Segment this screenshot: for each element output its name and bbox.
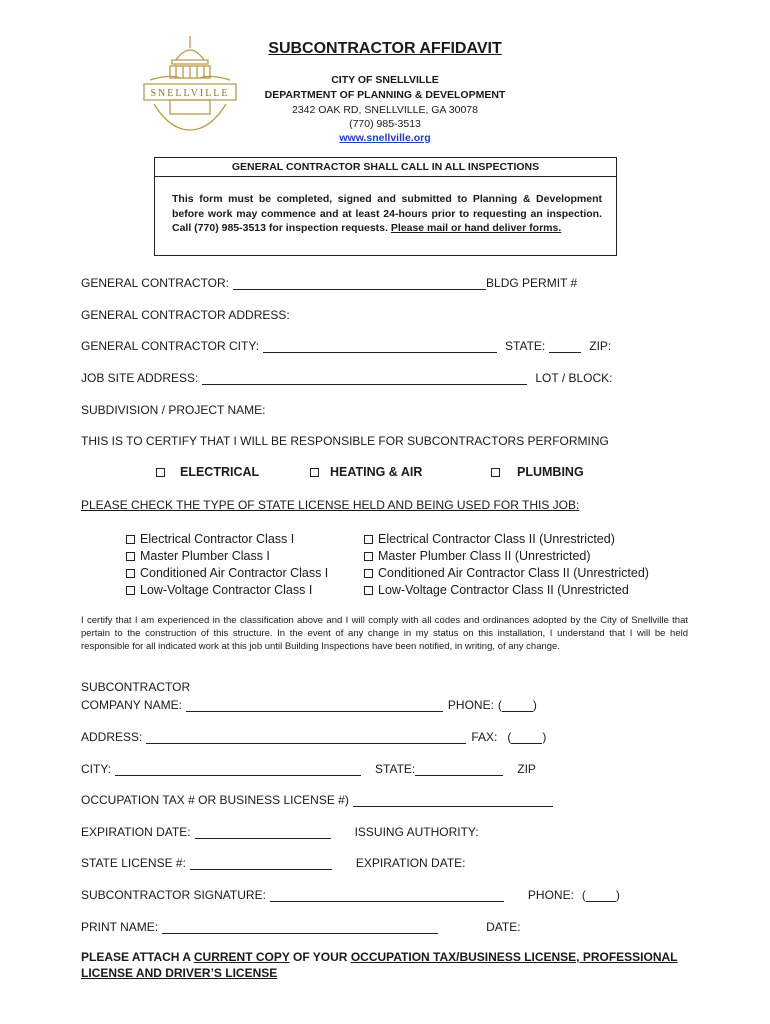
state-license-row [81,852,688,870]
expiration-row [81,821,688,839]
license-checkbox[interactable] [364,586,373,595]
gc-address-label: GENERAL CONTRACTOR ADDRESS: [81,308,290,322]
license-option[interactable]: Master Plumber Class I [126,548,328,565]
website-link[interactable]: www.snellville.org [339,132,431,144]
license-option[interactable]: Electrical Contractor Class I [126,531,328,548]
expiration-date-field[interactable] [195,826,331,839]
gc-city-field[interactable] [263,340,497,353]
license-list-left [126,531,328,599]
fax-area-field[interactable] [511,731,542,744]
expiration-date-label: EXPIRATION DATE: [81,825,191,839]
state-license-label: STATE LICENSE #: [81,856,186,870]
address-label: ADDRESS: [81,730,143,744]
date-label: DATE: [486,920,521,934]
certification-paragraph: I certify that I am experienced in the classification above and I will comply with all codes and ordinances adopted by the City of Snellville that pertain to the construction of this structure. In the event of any change in my status on this installation, I understand that I will be held responsible for all indicated work at this job until Building Inspections have been notified, in writing, of any change. [81,615,688,652]
company-name-label: COMPANY NAME: [81,698,182,712]
license-option[interactable]: Master Plumber Class II (Unrestricted) [364,548,649,565]
sub-city-label: CITY: [81,762,112,776]
license-option[interactable]: Conditioned Air Contractor Class II (Unrestricted) [364,565,649,582]
subdivision-row [81,399,688,417]
print-name-label: PRINT NAME: [81,920,159,934]
license-list-right [364,531,649,599]
occupation-tax-row [81,789,688,807]
form-title: SUBCONTRACTOR AFFIDAVIT [268,40,502,57]
license-option[interactable]: Electrical Contractor Class II (Unrestricted) [364,531,649,548]
trade-plumbing[interactable]: PLUMBING [491,465,584,479]
gc-name-field[interactable] [233,277,486,290]
license-heading: PLEASE CHECK THE TYPE OF STATE LICENSE HELD AND BEING USED FOR THIS JOB: [81,498,580,512]
signature-field[interactable] [270,889,504,902]
gc-city-label: GENERAL CONTRACTOR CITY: [81,339,260,353]
seal-text: SNELLVILLE [150,88,230,99]
license-checkbox[interactable] [126,586,135,595]
heating-air-checkbox[interactable] [310,468,319,477]
department-phone: (770) 985-3513 [349,118,421,130]
certify-line: THIS IS TO CERTIFY THAT I WILL BE RESPONSIBLE FOR SUBCONTRACTORS PERFORMING [81,434,609,448]
notice-mail-instruction: Please mail or hand deliver forms. [390,222,562,234]
lot-block-label: LOT / BLOCK: [535,371,613,385]
signature-row: SUBCONTRACTOR SIGNATURE: PHONE: ( ) [81,888,620,902]
company-row: COMPANY NAME: PHONE: ( ) [81,698,537,712]
sub-state-label: STATE: [375,762,416,776]
phone-area-field[interactable] [502,699,533,712]
subcontractor-label: SUBCONTRACTOR [81,680,191,694]
attachment-instructions: PLEASE ATTACH A CURRENT COPY OF YOUR OCCUPATION TAX/BUSINESS LICENSE, PROFESSIONAL LICENSE AND DRIVER’S LICENSE [81,950,678,980]
occupation-tax-label: OCCUPATION TAX # OR BUSINESS LICENSE #) [81,793,349,807]
job-site-row [81,367,688,385]
state-license-field[interactable] [190,857,332,870]
city-seal-logo [140,34,240,132]
gc-zip-label: ZIP: [589,339,612,353]
sub-zip-label: ZIP [517,762,536,776]
sub-state-field[interactable] [415,763,503,776]
gc-name-label: GENERAL CONTRACTOR: [81,276,230,290]
license-checkbox[interactable] [126,535,135,544]
license-option[interactable]: Low-Voltage Contractor Class I [126,582,328,599]
gc-state-field[interactable] [549,340,581,353]
license-checkbox[interactable] [364,535,373,544]
license-checkbox[interactable] [364,569,373,578]
address-field[interactable] [146,731,466,744]
subdivision-label: SUBDIVISION / PROJECT NAME: [81,403,266,417]
license-checkbox[interactable] [364,552,373,561]
electrical-checkbox[interactable] [156,468,165,477]
sub-city-field[interactable] [115,763,361,776]
issuing-authority-label: ISSUING AUTHORITY: [354,825,479,839]
signature-phone-area-field[interactable] [586,889,616,902]
license-checkbox[interactable] [126,569,135,578]
print-name-field[interactable] [162,921,438,934]
notice-body: This form must be completed, signed and submitted to Planning & Development before work may commence and at least 24-hours prior to requesting an inspection. Call (770) 985-3513 for inspection requests. Please mail or hand deliver forms. [172,193,602,234]
company-name-field[interactable] [186,699,443,712]
signature-phone-label: PHONE: [527,888,574,902]
department-name: DEPARTMENT OF PLANNING & DEVELOPMENT [264,89,506,101]
license-option[interactable]: Conditioned Air Contractor Class I [126,565,328,582]
notice-box [154,157,617,256]
trade-electrical[interactable]: ELECTRICAL [156,465,259,479]
bldg-permit-label: BLDG PERMIT # [486,276,578,290]
license-expiration-label: EXPIRATION DATE: [355,856,466,870]
gc-city-row [81,335,688,353]
job-site-field[interactable] [202,372,527,385]
occupation-tax-field[interactable] [353,794,553,807]
sub-city-row [81,758,688,776]
job-site-label: JOB SITE ADDRESS: [81,371,199,385]
notice-heading: GENERAL CONTRACTOR SHALL CALL IN ALL INSPECTIONS [155,158,616,177]
plumbing-checkbox[interactable] [491,468,500,477]
license-checkbox[interactable] [126,552,135,561]
address-row: ADDRESS: FAX: ( ) [81,730,547,744]
license-option[interactable]: Low-Voltage Contractor Class II (Unrestricted [364,582,649,599]
department-address: 2342 OAK RD, SNELLVILLE, GA 30078 [291,104,478,116]
fax-label: FAX: [471,730,498,744]
trade-heating-air[interactable]: HEATING & AIR [310,465,422,479]
city-name: CITY OF SNELLVILLE [331,74,439,86]
print-name-row [81,916,688,934]
gc-name-row [81,272,688,290]
gc-address-row [81,304,688,322]
signature-label: SUBCONTRACTOR SIGNATURE: [81,888,266,902]
gc-state-label: STATE: [505,339,546,353]
phone-label: PHONE: [447,698,494,712]
